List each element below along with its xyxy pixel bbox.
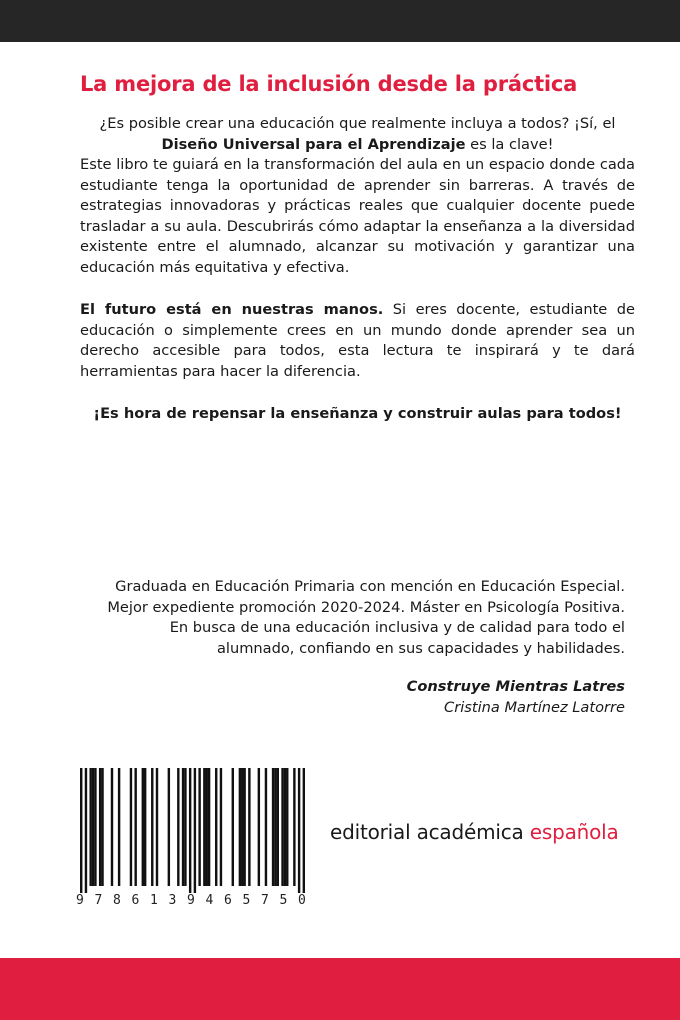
- intro-end: es la clave!: [470, 135, 554, 153]
- barcode-bar: [156, 768, 158, 886]
- isbn-digit: 5: [242, 893, 251, 908]
- author-bio-line: Mejor expediente promoción 2020-2024. Máster en Psicología Positiva.: [107, 598, 625, 616]
- barcode-bar: [151, 768, 153, 886]
- barcode-bar: [265, 768, 267, 886]
- publisher-logo: [330, 820, 619, 844]
- intro-question: ¿Es posible crear una educación que realmente incluya a todos? ¡Sí, el: [99, 115, 616, 132]
- barcode-bar: [111, 768, 113, 886]
- back-cover-title: La mejora de la inclusión desde la práctica: [80, 72, 578, 96]
- barcode-bar: [284, 768, 286, 886]
- barcode-bar: [241, 768, 243, 886]
- barcode-bar: [99, 768, 101, 886]
- author-bio-line: Graduada en Educación Primaria con mención en Educación Especial.: [115, 578, 625, 595]
- barcode-bar: [232, 768, 234, 886]
- author-name: Cristina Martínez Latorre: [444, 698, 625, 716]
- barcode-bar: [206, 768, 208, 886]
- isbn-digit: 6: [224, 893, 232, 908]
- barcode-bar: [293, 768, 295, 886]
- barcode: [80, 768, 305, 893]
- barcode-bar: [258, 768, 260, 886]
- barcode-bar: [203, 768, 205, 886]
- barcode-bar: [277, 768, 279, 886]
- barcode-bar: [92, 768, 94, 886]
- isbn-digit: 1: [150, 893, 158, 908]
- isbn-digit: 4: [205, 893, 214, 908]
- barcode-bar: [208, 768, 210, 886]
- barcode-bar: [215, 768, 217, 886]
- isbn-digit: 9: [76, 893, 84, 908]
- closing-text: ¡Es hora de repensar la enseñanza y construir aulas para todos!: [93, 405, 622, 422]
- top-bar: [0, 0, 680, 42]
- barcode-bar: [243, 768, 245, 886]
- author-bio: [80, 577, 625, 718]
- barcode-bar: [134, 768, 136, 886]
- author-bio-line: En busca de una educación inclusiva y de calidad para todo el: [169, 619, 625, 636]
- barcode-bar: [168, 768, 170, 886]
- isbn-digit: 0: [298, 893, 306, 908]
- publisher-name: editorial académica: [330, 820, 524, 844]
- bottom-bar: [0, 958, 680, 1020]
- author-bio-line: alumnado, confiando en sus capacidades y habilidades.: [216, 639, 625, 657]
- barcode-bar: [303, 768, 305, 893]
- barcode-bar: [272, 768, 274, 886]
- barcode-bar: [144, 768, 146, 886]
- barcode-bar: [182, 768, 184, 886]
- barcode-bar: [298, 768, 300, 893]
- barcode-bar: [198, 768, 200, 886]
- barcode-bar: [85, 768, 87, 893]
- barcode-bar: [248, 768, 250, 886]
- barcode-bar: [184, 768, 186, 886]
- body-paragraph-2-lead: El futuro está en nuestras manos.: [80, 301, 384, 318]
- barcode-bar: [80, 768, 82, 893]
- isbn-digit: 9: [187, 893, 195, 908]
- barcode-bar: [101, 768, 103, 886]
- isbn-digit: 6: [131, 893, 140, 908]
- barcode-bar: [118, 768, 120, 886]
- publisher-name-accent: española: [529, 820, 619, 844]
- isbn-digit: 7: [261, 893, 269, 908]
- isbn-digit: 5: [279, 893, 288, 908]
- isbn-digit: 7: [94, 893, 103, 908]
- isbn-number: [76, 893, 306, 908]
- barcode-bar: [94, 768, 96, 886]
- body-paragraph-1: Este libro te guiará en la transformación del aula en un espacio donde cada estudiante tenga la oportunidad de aprender sin barreras. A través de estrategias innovadoras y prácticas reales que cualquier docente puede trasladar a su aula. Descubrirás cómo adaptar la enseñanza a la diversidad existente entre el alumnado, alcanzar su motivación y garantizar una educación más equitativa y efectiva.: [80, 156, 635, 276]
- intro-paragraph: [80, 114, 635, 155]
- barcode-bar: [142, 768, 144, 886]
- barcode-bar: [189, 768, 191, 893]
- intro-bold-concept: Diseño Universal para el Aprendizaje: [161, 135, 466, 153]
- isbn-digit: 8: [113, 893, 121, 908]
- barcode-bar: [130, 768, 132, 886]
- book-title-signature: Construye Mientras Latres: [406, 678, 625, 695]
- body-paragraph-2: [80, 300, 635, 382]
- barcode-bar: [177, 768, 179, 886]
- barcode-bar: [194, 768, 196, 893]
- body-paragraph-2-text: Si eres docente, estudiante de educación o simplemente crees en un mundo donde aprender sea un derecho accesible para todos, esta lectura te inspirará y te dará herramientas para hacer la diferencia.: [80, 301, 635, 380]
- barcode-bar: [274, 768, 276, 886]
- barcode-bar: [239, 768, 241, 886]
- isbn-digit: 3: [168, 893, 177, 908]
- closing-line: [80, 404, 635, 425]
- barcode-bar: [220, 768, 222, 886]
- barcode-bar: [281, 768, 283, 886]
- description: [80, 114, 635, 425]
- barcode-bar: [286, 768, 288, 886]
- barcode-bar: [89, 768, 91, 886]
